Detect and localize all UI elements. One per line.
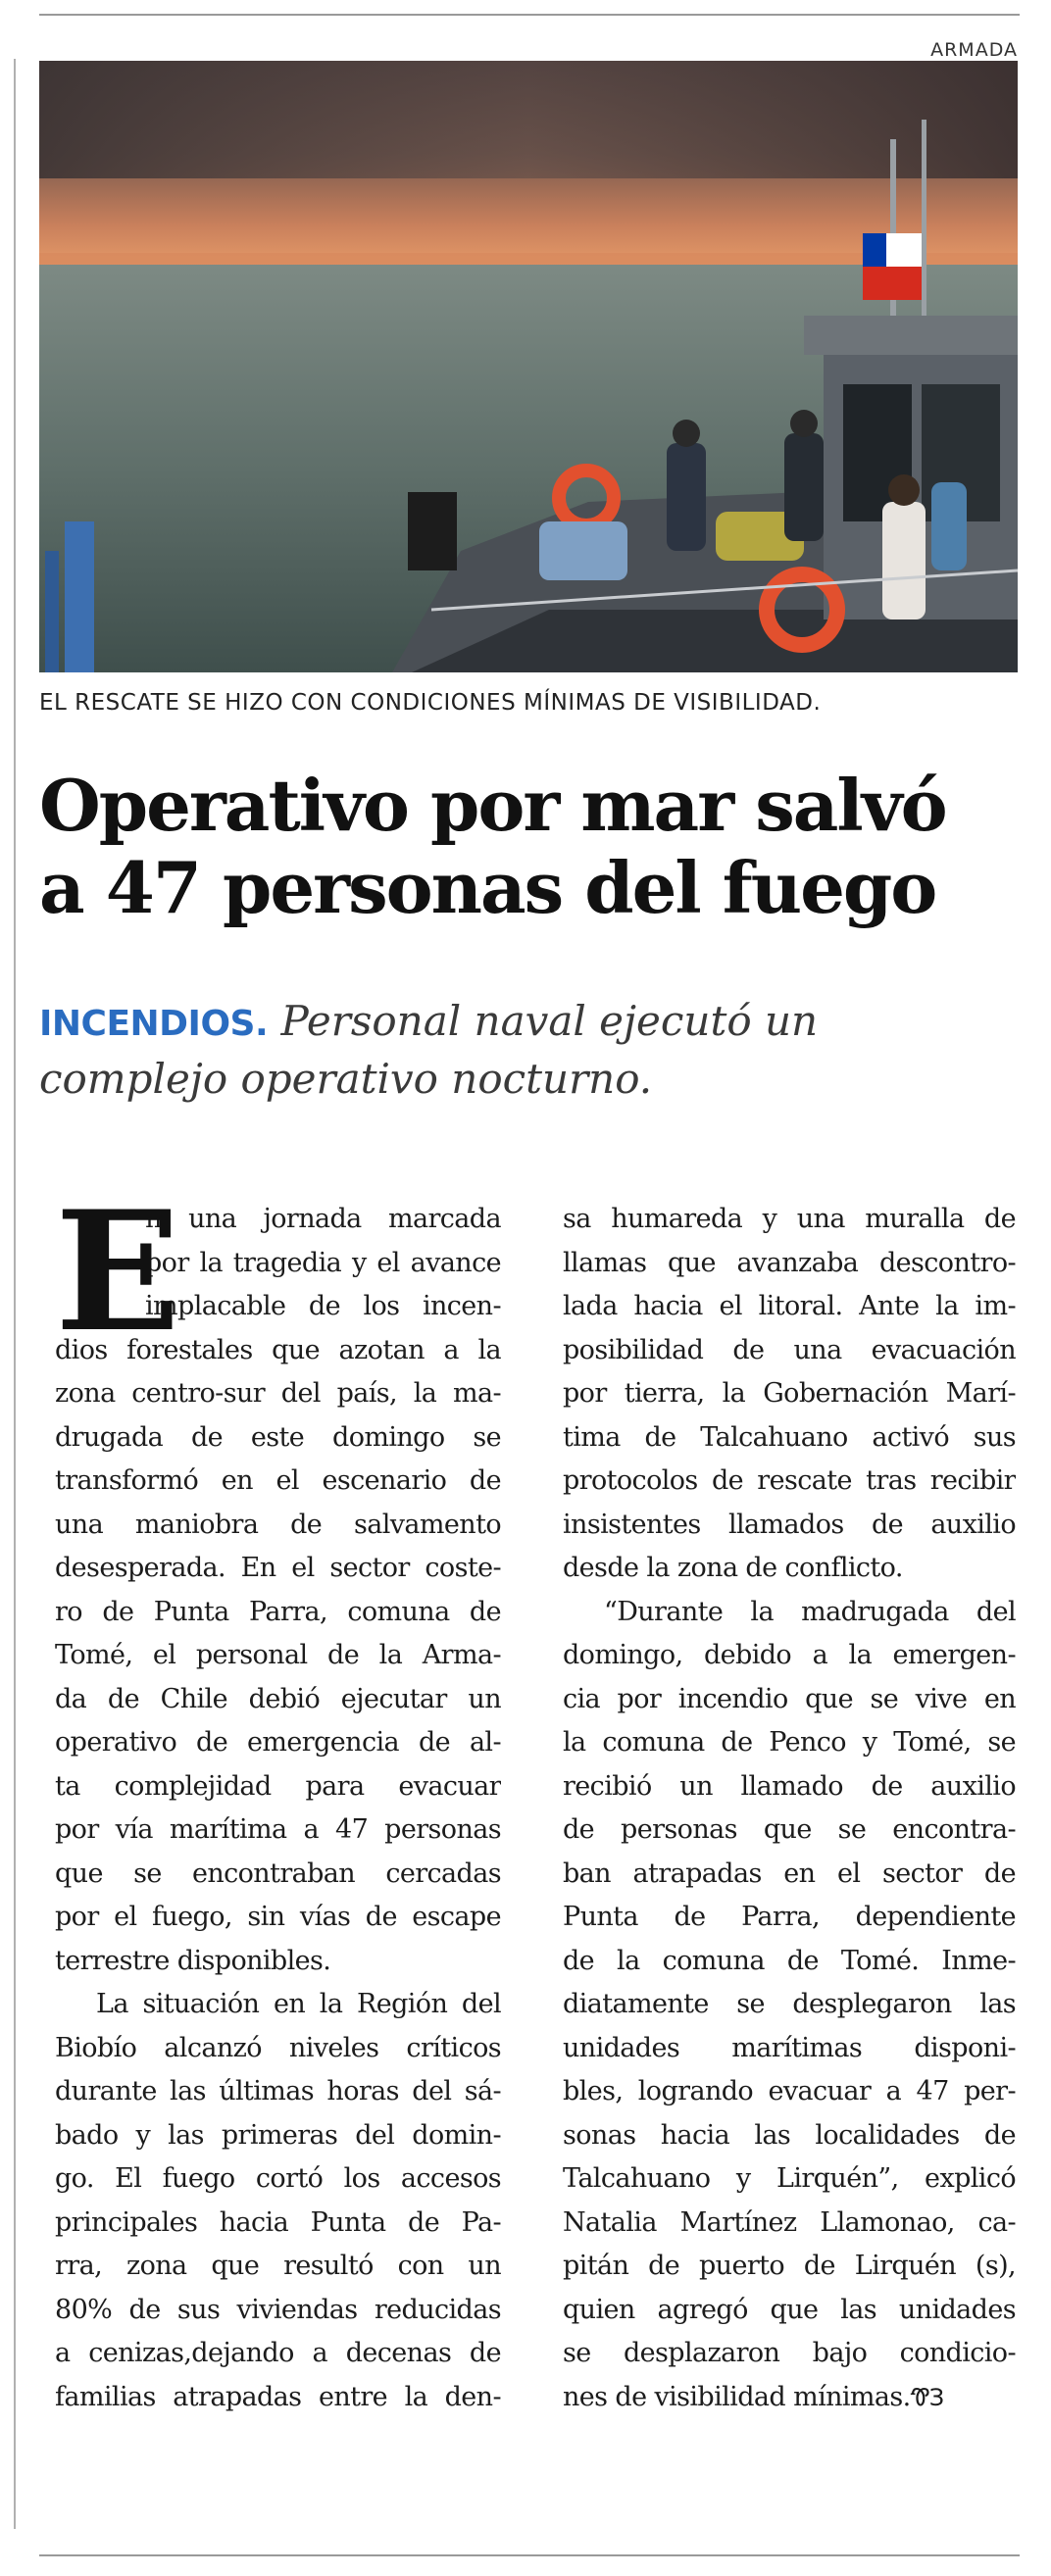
body-line: de la comuna de Tomé. Inme- [563, 1945, 1016, 1976]
body-line: implacable de los incen- [145, 1291, 501, 1321]
news-photo [39, 61, 1018, 672]
body-line: posibilidad de una evacuación [563, 1334, 1016, 1365]
body-line [563, 2376, 1016, 2420]
body-line: domingo, debido a la emergen- [563, 1640, 1016, 1670]
body-line: da de Chile debió ejecutar un [55, 1683, 501, 1714]
body-line: por vía marítima a 47 personas [55, 1814, 501, 1845]
top-rule [39, 14, 1020, 16]
body-line: dios forestales que azotan a la [55, 1334, 501, 1365]
body-line: terrestre disponibles. [55, 1945, 331, 1976]
body-line: por el fuego, sin vías de escape [55, 1902, 501, 1932]
photo-credit: ARMADA [930, 39, 1018, 61]
body-line: por la tragedia y el avance [145, 1247, 501, 1278]
headline [39, 765, 1020, 929]
body-line: rra, zona que resultó con un [55, 2251, 501, 2281]
body-line: n una jornada marcada [145, 1204, 501, 1234]
body-line: bles, logrando evacuar a 47 per- [563, 2076, 1016, 2106]
body-line: de personas que se encontra- [563, 1814, 1016, 1845]
body-line: lada hacia el litoral. Ante la im- [563, 1291, 1016, 1321]
body-line: drugada de este domingo se [55, 1421, 501, 1453]
deck-text: Personal naval ejecutó un [280, 997, 819, 1045]
body-line: a cenizas,dejando a decenas de [55, 2338, 501, 2368]
headline-line: a 47 personas del fuego [39, 846, 936, 929]
body-line: que se encontraban cercadas [55, 1858, 501, 1889]
body-line: Natalia Martínez Llamonao, ca- [563, 2206, 1016, 2238]
body-line: quien agregó que las unidades [563, 2294, 1016, 2325]
body-line: desde la zona de conflicto. [563, 1553, 903, 1583]
body-line: zona centro-sur del país, la ma- [55, 1378, 501, 1409]
body-line: Talcahuano y Lirquén”, explicó [563, 2163, 1016, 2194]
body-line: Tomé, el personal de la Arma- [55, 1640, 501, 1670]
body-line: operativo de emergencia de al- [55, 1727, 501, 1758]
body-line: una maniobra de salvamento [55, 1509, 501, 1540]
body-line: insistentes llamados de auxilio [563, 1509, 1016, 1540]
body-column-left [55, 1174, 501, 2419]
end-mark-icon: ᏡЗ [910, 2383, 944, 2411]
section-kicker: INCENDIOS. [39, 1004, 269, 1044]
deck-line: complejo operativo nocturno. [39, 1055, 653, 1103]
body-column-right [563, 1198, 1016, 2419]
headline-line: Operativo por mar salvó [39, 764, 946, 847]
body-line: durante las últimas horas del sá- [55, 2076, 501, 2106]
body-line: diatamente se desplegaron las [563, 1989, 1016, 2019]
body-line: familias atrapadas entre la den- [55, 2381, 501, 2412]
body-line: se desplazaron bajo condicio- [563, 2338, 1016, 2368]
deck [39, 994, 1020, 1107]
left-column-rule [14, 59, 16, 2529]
body-line: llamas que avanzaba descontro- [563, 1247, 1016, 1278]
body-line: recibió un llamado de auxilio [563, 1770, 1016, 1802]
body-line: pitán de puerto de Lirquén (s), [563, 2251, 1016, 2281]
bottom-rule [39, 2554, 1020, 2556]
body-line: por tierra, la Gobernación Marí- [563, 1378, 1016, 1409]
body-line: desesperada. En el sector coste- [55, 1553, 501, 1583]
body-line: la comuna de Penco y Tomé, se [563, 1727, 1016, 1758]
body-line: ta complejidad para evacuar [55, 1770, 501, 1802]
body-line: tima de Talcahuano activó sus [563, 1421, 1016, 1453]
body-line: protocolos de rescate tras recibir [563, 1465, 1016, 1496]
body-line: sa humareda y una muralla de [563, 1204, 1016, 1234]
deck-line [39, 994, 1020, 1052]
body-line: Punta de Parra, dependiente [563, 1902, 1016, 1932]
body-line: cia por incendio que se vive en [563, 1683, 1016, 1714]
body-line: unidades marítimas disponi- [563, 2032, 1016, 2063]
body-line: La situación en la Región del [96, 1989, 501, 2019]
photo-caption: EL RESCATE SE HIZO CON CONDICIONES MÍNIMAS DE VISIBILIDAD. [39, 690, 822, 716]
body-line: ban atrapadas en el sector de [563, 1858, 1016, 1889]
drop-cap: E [55, 1174, 181, 1368]
body-line: transformó en el escenario de [55, 1465, 501, 1496]
body-line: ro de Punta Parra, comuna de [55, 1596, 501, 1627]
body-line: sonas hacia las localidades de [563, 2119, 1016, 2151]
body-line-text: nes de visibilidad mínimas. [563, 2381, 911, 2412]
body-line: bado y las primeras del domin- [55, 2119, 501, 2151]
body-line: go. El fuego cortó los accesos [55, 2163, 501, 2194]
body-line: 80% de sus viviendas reducidas [55, 2294, 501, 2325]
rescue-boat-illustration [39, 61, 1018, 672]
body-line: principales hacia Punta de Pa- [55, 2206, 501, 2238]
body-line: “Durante la madrugada del [604, 1596, 1016, 1627]
body-line: Biobío alcanzó niveles críticos [55, 2032, 501, 2063]
